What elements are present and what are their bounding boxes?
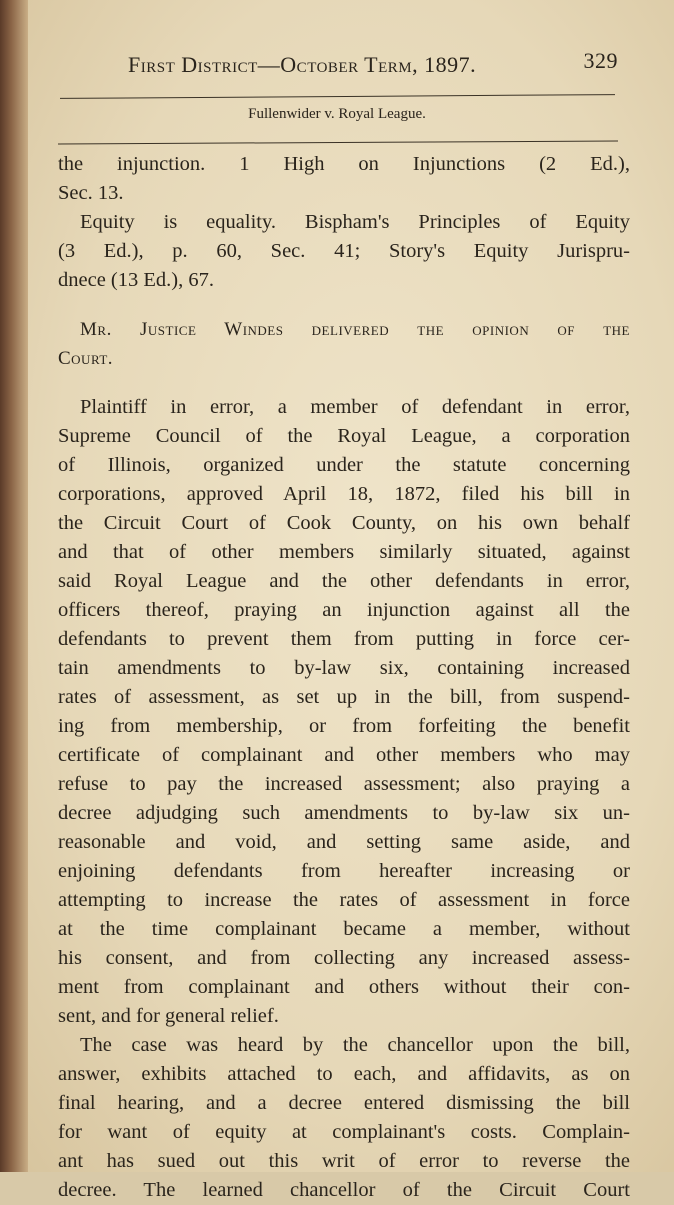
text-line: for want of equity at complainant's costs. Complain- <box>58 1121 630 1143</box>
text-line: (3 Ed.), p. 60, Sec. 41; Story's Equity Jurispru- <box>58 240 630 262</box>
text-line: certificate of complainant and other members who may <box>58 744 630 766</box>
text-line: rates of assessment, as set up in the bill, from suspend- <box>58 686 630 708</box>
opinion-heading: Court. <box>58 348 114 369</box>
text-line: enjoining defendants from hereafter increasing or <box>58 860 630 882</box>
paragraph-gap <box>58 295 630 315</box>
text-line: attempting to increase the rates of assessment in force <box>58 889 630 911</box>
text-line: at the time complainant became a member, without <box>58 918 630 940</box>
text-line: answer, exhibits attached to each, and affidavits, as on <box>58 1063 630 1085</box>
case-title: Fullenwider v. Royal League. <box>248 106 426 122</box>
text-line: the injunction. 1 High on Injunctions (2 Ed.), <box>58 153 630 175</box>
text-line: defendants to prevent them from putting in force cer- <box>58 628 630 650</box>
text-line: dnece (13 Ed.), 67. <box>58 269 214 291</box>
text-line: ment from complainant and others without their con- <box>58 976 630 998</box>
page-number: 329 <box>583 48 618 73</box>
text-line: The case was heard by the chancellor upon the bill, <box>80 1034 630 1056</box>
header-rule <box>60 94 615 99</box>
body-text <box>58 150 630 1205</box>
text-line: Supreme Council of the Royal League, a corporation <box>58 425 630 447</box>
text-line: decree. The learned chancellor of the Circuit Court <box>58 1179 630 1201</box>
text-line: the Circuit Court of Cook County, on his own behalf <box>58 512 630 534</box>
binding-gutter <box>0 0 28 1172</box>
text-line: said Royal League and the other defendants in error, <box>58 570 630 592</box>
text-line: decree adjudging such amendments to by-law six un- <box>58 802 630 824</box>
text-line: final hearing, and a decree entered dismissing the bill <box>58 1092 630 1114</box>
title-rule <box>58 141 618 145</box>
text-line: Plaintiff in error, a member of defendant in error, <box>80 396 630 418</box>
text-line: tain amendments to by-law six, containing increased <box>58 657 630 679</box>
text-line: Sec. 13. <box>58 182 124 204</box>
opinion-heading: Mr. Justice Windes delivered the opinion of the <box>80 319 630 340</box>
text-line: ing from membership, or from forfeiting the benefit <box>58 715 630 737</box>
text-line: sent, and for general relief. <box>58 1005 279 1027</box>
text-line: Equity is equality. Bispham's Principles of Equity <box>80 211 630 233</box>
text-line: ant has sued out this writ of error to reverse the <box>58 1150 630 1172</box>
text-line: and that of other members similarly situated, against <box>58 541 630 563</box>
running-head <box>128 48 618 78</box>
paragraph-gap <box>58 373 630 393</box>
text-line: reasonable and void, and setting same aside, and <box>58 831 630 853</box>
running-head-text: First District—October Term, 1897. <box>128 52 477 77</box>
text-line: officers thereof, praying an injunction against all the <box>58 599 630 621</box>
text-line: refuse to pay the increased assessment; also praying a <box>58 773 630 795</box>
text-line: of Illinois, organized under the statute concerning <box>58 454 630 476</box>
text-line: his consent, and from collecting any increased assess- <box>58 947 630 969</box>
text-line: corporations, approved April 18, 1872, filed his bill in <box>58 483 630 505</box>
